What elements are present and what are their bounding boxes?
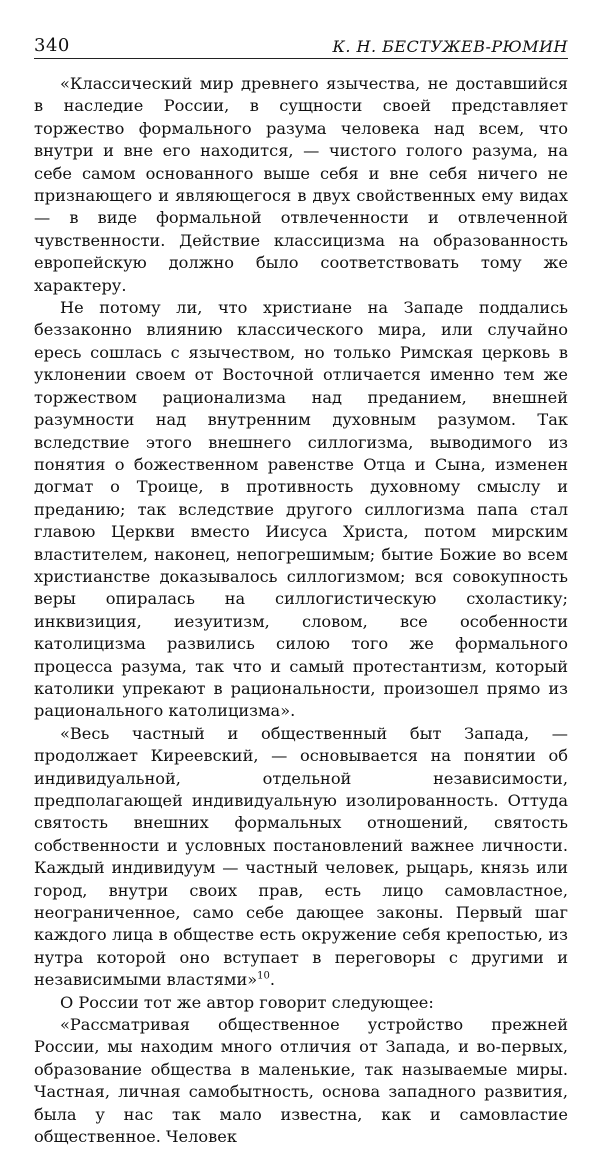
- page-header: [34, 34, 568, 59]
- book-page: [34, 34, 568, 1149]
- running-head: К. Н. БЕСТУЖЕВ-РЮМИН: [332, 37, 568, 56]
- body-text: [34, 73, 568, 1149]
- paragraph-western-life-text: «Весь частный и общественный быт Запада, — продолжает Киреевский, — основывается на понятии об индивидуальной, отдельной независимости, предполагающей индивидуальную изолированность. Оттуда святость внешних формальных отношений, святость собственности и условных постановлений важнее личности. Каждый индивидуум — частный человек, рыцарь, князь или город, внутри своих прав, есть лицо самовластное, неограниченное, само себе дающее законы. Первый шаг каждого лица в обществе есть окружение себя крепостью, из нутра которой оно вступает в переговоры с другими и независимыми властями»: [34, 723, 568, 990]
- page-number: 340: [34, 35, 70, 56]
- paragraph-western-life-tail: .: [269, 970, 276, 990]
- paragraph-russian-society: «Рассматривая общественное устройство прежней России, мы находим много отличия от Запада, и во-первых, образование общества в маленькие, так называемые миры. Частная, личная самобытность, основа западного развития, была у нас так мало известна, как и самовластие общественное. Человек: [34, 1015, 568, 1147]
- paragraph-classical-world: «Классический мир древнего язычества, не доставшийся в наследие России, в сущности своей представляет торжество формального разума человека над всем, что внутри и вне его находится, — чистого голого разума, на себе самом основанного выше себя и вне себя ничего не признающего и являющегося в двух свойственных ему видах — в виде формальной отвлеченности и отвлеченной чувственности. Действие классицизма на образованность европейскую должно было соответствовать тому же характеру.: [34, 74, 568, 295]
- paragraph-western-christianity: Не потому ли, что христиане на Западе поддались беззаконно влиянию классического мира, или случайно ересь сошлась с язычеством, но только Римская церковь в уклонении своем от Восточной отличается именно тем же торжеством рационализма над преданием, внешней разумности над внутренним духовным разумом. Так вследствие этого внешнего силлогизма, выводимого из понятия о божественном равенстве Отца и Сына, изменен догмат о Троице, в противность духовному смыслу и преданию; так вследствие другого силлогизма папа стал главою Церкви вместо Иисуса Христа, потом мирским властителем, наконец, непогрешимым; бытие Божие во всем христианстве доказывалось силлогизмом; вся совокупность веры опиралась на силлогистическую схоластику; инквизиция, иезуитизм, словом, все особенности католицизма развились силою того же формального процесса разума, так что и самый протестантизм, который католики упрекают в рациональности, произошел прямо из рационального католицизма».: [34, 298, 568, 721]
- footnote-marker[interactable]: 10: [257, 970, 270, 982]
- paragraph-western-life: [34, 723, 568, 992]
- paragraph-about-russia-intro: О России тот же автор говорит следующее:: [60, 992, 434, 1012]
